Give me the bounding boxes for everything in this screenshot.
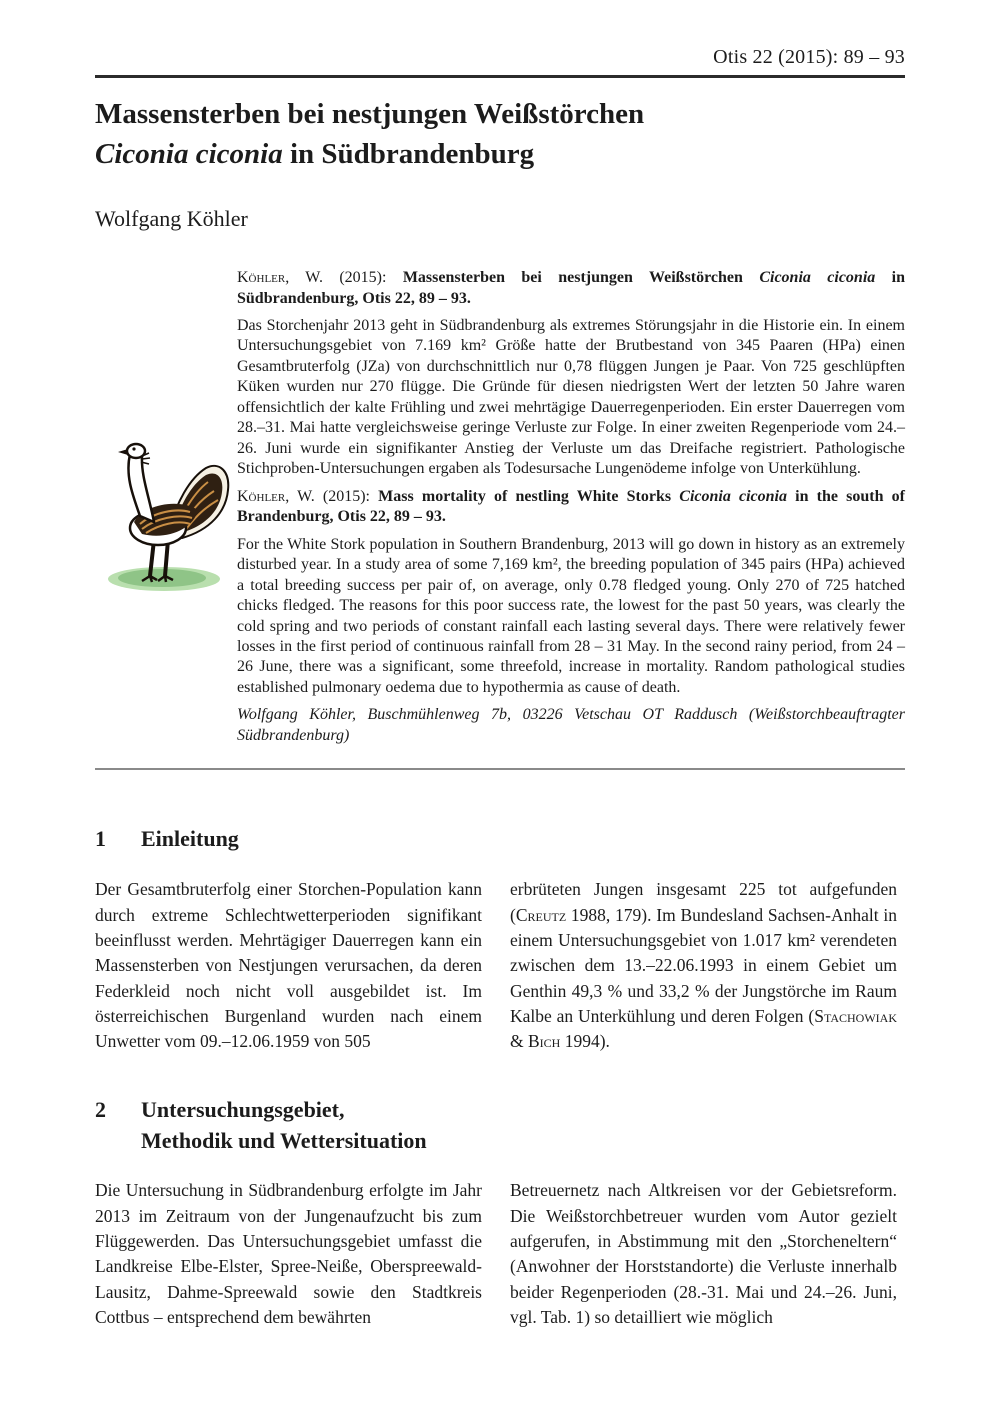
citation-author-smallcaps: Köhler (237, 487, 286, 505)
text-run: erbrüteten Jungen insgesamt 225 tot aufgefunden ( (510, 879, 897, 925)
citation-year: , W. (2015): (285, 269, 403, 287)
citation-author-smallcaps: Köhler (237, 269, 286, 287)
paragraph: Betreuernetz nach Altkreisen vor der Gebietsreform. Die Weißstorchbetreuer wurden vom Autor gezielt aufgerufen, in Abstimmung mit den „Storcheneltern“ (Anwohner der Horststandorte) die Verluste innerhalb beider Regenperioden (28.-31. Mai und 24.–26. Juni, vgl. Tab. 1) so detailliert wie möglich (510, 1180, 897, 1328)
citation-title-end: in the south of Brandenburg, Otis 22, 89 – 93. (237, 487, 905, 526)
text-run: & (510, 1031, 528, 1052)
section1-number: 1 (95, 826, 106, 852)
journal-reference: Otis 22 (2015): 89 – 93 (713, 46, 905, 68)
paragraph (510, 877, 897, 1055)
citation-german (237, 268, 905, 309)
citation-species-italic: Ciconia ciconia (679, 487, 787, 505)
section1-column-right (510, 877, 897, 1055)
section1-heading (95, 824, 905, 855)
section1-columns (95, 877, 905, 1055)
citation-title-bold: Massensterben bei nestjungen Weißstörchen (402, 269, 760, 287)
text-run: 1988, 179). Im Bundesland Sachsen-Anhalt in einem Untersuchungsgebiet von 1.017 km² verendeten zwischen dem 13.–22.06.1993 in einem Gebiet um Genthin 49,3 % und 33,2 % der Jungstörche im Raum Kalbe an Unterkühlung und deren Folgen ( (510, 904, 897, 1027)
section2-column-right (510, 1178, 897, 1330)
citation-english (237, 487, 905, 528)
section2-number: 2 (95, 1096, 106, 1122)
section1-column-left (95, 877, 482, 1055)
header-rule (95, 75, 905, 78)
article-title-line2-rest: in Südbrandenburg (282, 138, 535, 171)
citation-title-bold: Mass mortality of nestling White Storks (378, 487, 680, 505)
article-title (95, 94, 905, 174)
abstract-divider-rule (95, 768, 905, 770)
section1-title: Einleitung (141, 826, 239, 852)
section2-column-left (95, 1178, 482, 1330)
summary-german: Das Storchenjahr 2013 geht in Südbrandenburg als extremes Störungsjahr in die Historie ein. In einem Untersuchungsgebiet von 7.169 km² Größe hatte der Brutbestand von 345 Paaren (HPa) einen Gesamtbruterfolg (JZa) von durchschnittlich nur 0,78 flüggen Jungen je Paar. Von 725 geschlüpften Küken wurden nur 270 flügge. Die Gründe für diesen niedrigsten Wert der letzten 50 Jahre waren offensichtlich der kalte Frühling und zwei mehrtägige Dauerregenperioden. Ein erster Dauerregen vom 28.–31. Mai hatte vergleichsweise geringe Verluste zur Folge. In einer zweiten Regenperiode vom 24.–26. Juni wurde ein signifikanter Anstieg der Verluste um das Dreifache registriert. Pathologische Stichproben-Untersuchungen ergaben als Todesursache Lungenödeme infolge von Unterkühlung. (237, 316, 905, 478)
section2-title-line2: Methodik und Wettersituation (141, 1127, 427, 1153)
section2-heading (95, 1095, 905, 1157)
citation-year: , W. (2015): (285, 487, 379, 505)
cited-author-smallcaps: Stachowiak (814, 1006, 897, 1027)
abstract-block (237, 268, 905, 746)
cited-author-smallcaps: Bich (528, 1031, 561, 1052)
author-name: Wolfgang Köhler (95, 206, 248, 232)
article-title-line1: Massensterben bei nestjungen Weißstörchen (95, 98, 645, 130)
section2-title (141, 1095, 427, 1157)
summary-english: For the White Stork population in Southern Brandenburg, 2013 will go down in history as an extremely disturbed year. In a study area of some 7,169 km², the breeding population of 345 pairs (HPa) achieved a total breeding success per pair of, on average, only 0.78 fledged young. Only 270 of 725 hatched chicks fledged. The reasons for this poor success rate, the lowest for the past 50 years, was clearly the cold spring and two periods of constant rainfall each lasting several days. There were relatively fewer losses in the first period of continuous rainfall from 28 – 31 May. In the second rainy period, from 24 – 26 June, there was a significant, some threefold, increase in mortality. Random pathological studies established pulmonary oedema due to hypothermia as cause of death. (237, 535, 905, 696)
citation-species-italic: Ciconia ciconia (759, 269, 876, 287)
great-bustard-logo-icon (96, 436, 236, 598)
author-address: Wolfgang Köhler, Buschmühlenweg 7b, 03226 Vetschau OT Raddusch (Weißstorchbeauftragter Südbrandenburg) (237, 706, 905, 744)
section2-columns (95, 1178, 905, 1330)
paragraph: Die Untersuchung in Südbrandenburg erfolgte im Jahr 2013 im Zeitraum von der Jungenaufzucht bis zum Flüggewerden. Das Untersuchungsgebiet umfasst die Landkreise Elbe-Elster, Spree-Neiße, Oberspreewald-Lausitz, Dahme-Spreewald sowie den Stadtkreis Cottbus – entsprechend dem bewährten (95, 1180, 482, 1328)
species-name: Ciconia ciconia (95, 138, 283, 171)
section2-title-line1: Untersuchungsgebiet, (141, 1096, 345, 1122)
cited-author-smallcaps: Creutz (515, 904, 567, 925)
paragraph: Der Gesamtbruterfolg einer Storchen-Population kann durch extreme Schlechtwetterperioden signifikant beeinflusst werden. Mehrtägiger Dauerregen kann ein Massensterben von Nestjungen verursachen, da deren Federkleid noch nicht voll ausgebildet ist. Im österreichischen Burgenland wurden nach einem Unwetter vom 09.–12.06.1959 von 505 (95, 879, 482, 1052)
text-run: 1994). (560, 1031, 610, 1052)
citation-title-end: in Südbrandenburg, Otis 22, 89 – 93. (237, 269, 905, 307)
